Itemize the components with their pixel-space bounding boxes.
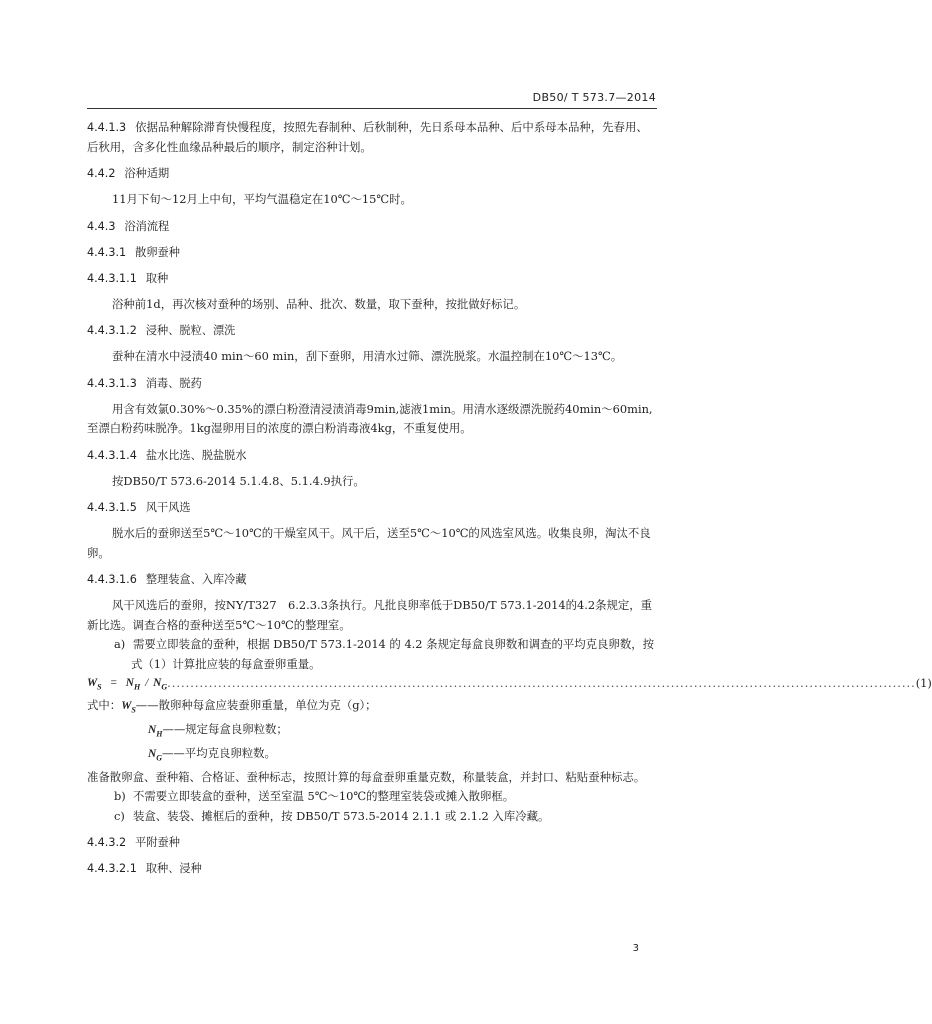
list-label: c) bbox=[114, 808, 125, 823]
heading-4-4-3-1-4: 4.4.3.1.4 盐水比选、脱盐脱水 bbox=[87, 448, 247, 462]
list-label: a) bbox=[114, 637, 126, 651]
heading-4-4-3-2-1: 4.4.3.2.1 取种、浸种 bbox=[87, 862, 202, 876]
variable-definition-ws: 式中：$W_S——$散卵种每盒应装蚕卵重量，单位为克（g）； bbox=[87, 698, 377, 715]
paragraph-4-4-3-1-6: 风干风选后的蚕卵，按NY/T327 6.2.3.3条执行。凡批良卵率低于DB50/T 573.1-2014的4.2条规定，重新比选。调查合格的蚕种送至5℃～10℃的整理室。 bbox=[87, 598, 653, 632]
clause-4-4-1-3 bbox=[87, 118, 657, 157]
paragraph-4-4-2: 11月下旬～12月上中旬，平均气温稳定在10℃～15℃时。 bbox=[112, 192, 412, 206]
heading-4-4-3-2: 4.4.3.2 平附蚕种 bbox=[87, 836, 180, 850]
list-text: 装盒、装袋、摊框后的蚕种，按 DB50/T 573.5-2014 2.1.1 或 2.1.2 入库冷藏。 bbox=[133, 808, 550, 823]
standard-code: DB50/ T 573.7—2014 bbox=[532, 91, 656, 104]
list-label: b) bbox=[114, 789, 126, 804]
formula-number: (1) bbox=[915, 676, 932, 690]
formula-expression: $W_S = N_H / N_G$ bbox=[87, 677, 168, 692]
variable-definition-ng: $N_G——$平均克良卵粒数。 bbox=[148, 745, 276, 763]
paragraph-prepare: 准备散卵盒、蚕种箱、合格证、蚕种标志，按照计算的每盒蚕卵重量克数，称量装盒，并封口、粘贴蚕种标志。 bbox=[87, 769, 646, 784]
list-item-c bbox=[87, 807, 657, 827]
heading-4-4-3: 4.4.3 浴消流程 bbox=[87, 219, 170, 233]
heading-4-4-3-1-2: 4.4.3.1.2 浸种、脱粒、漂洗 bbox=[87, 324, 236, 337]
header-rule bbox=[87, 108, 657, 109]
clause-text: 依据品种解除滞育快慢程度，按照先春制种、后秋制种，先日系母本品种、后中系母本品种，先春用、后秋用，含多化性血缘品种最后的顺序，制定浴种计划。 bbox=[87, 120, 648, 154]
paragraph-4-4-3-1-2: 蚕种在清水中浸渍40 min～60 min，刮下蚕卵，用清水过筛、漂洗脱浆。水温控制在10℃～13℃。 bbox=[112, 349, 623, 363]
heading-4-4-3-1-1: 4.4.3.1.1 取种 bbox=[87, 271, 169, 285]
paragraph-4-4-3-1-3: 用含有效氯0.30%～0.35%的漂白粉澄清浸渍消毒9min,滤液1min。用清水逐级漂洗脱药40min～60min,至漂白粉药味脱净。1kg湿卵用目的浓度的漂白粉消毒液4kg，不重复使用。 bbox=[87, 401, 653, 435]
heading-4-4-3-1-3: 4.4.3.1.3 消毒、脱药 bbox=[87, 376, 202, 390]
page-number: 3 bbox=[632, 943, 639, 954]
paragraph-4-4-3-1-1: 浴种前1d，再次核对蚕种的场别、品种、批次、数量，取下蚕种，按批做好标记。 bbox=[112, 296, 526, 311]
heading-4-4-2: 4.4.2 浴种适期 bbox=[87, 167, 170, 180]
variable-definition-nh: $N_H——$规定每盒良卵粒数； bbox=[148, 722, 288, 739]
paragraph-4-4-3-1-4: 按DB50/T 573.6-2014 5.1.4.8、5.1.4.9执行。 bbox=[112, 473, 365, 488]
list-text: 不需要立即装盒的蚕种，送至室温 5℃～10℃的整理室装袋或摊入散卵框。 bbox=[133, 789, 515, 804]
formula-1 bbox=[87, 674, 932, 696]
formula-leader-dots: .................................................................................................................................................................. bbox=[167, 676, 916, 690]
list-text: 需要立即装盒的蚕种，根据 DB50/T 573.1-2014 的 4.2 条规定每盒良卵数和调查的平均克良卵数，按式（1）计算批应装的每盒蚕卵重量。 bbox=[131, 637, 654, 671]
clause-number: 4.4.1.3 bbox=[87, 121, 127, 134]
list-item-a bbox=[87, 635, 657, 674]
list-item-b bbox=[87, 787, 657, 807]
paragraph-4-4-3-1-5: 脱水后的蚕卵送至5℃～10℃的干燥室风干。风干后，送至5℃～10℃的风选室风选。收集良卵，淘汰不良卵。 bbox=[87, 526, 651, 560]
document-body bbox=[87, 118, 932, 878]
heading-4-4-3-1: 4.4.3.1 散卵蚕种 bbox=[87, 245, 180, 259]
heading-4-4-3-1-6: 4.4.3.1.6 整理装盒、入库冷藏 bbox=[87, 573, 247, 586]
heading-4-4-3-1-5: 4.4.3.1.5 风干风选 bbox=[87, 501, 191, 514]
